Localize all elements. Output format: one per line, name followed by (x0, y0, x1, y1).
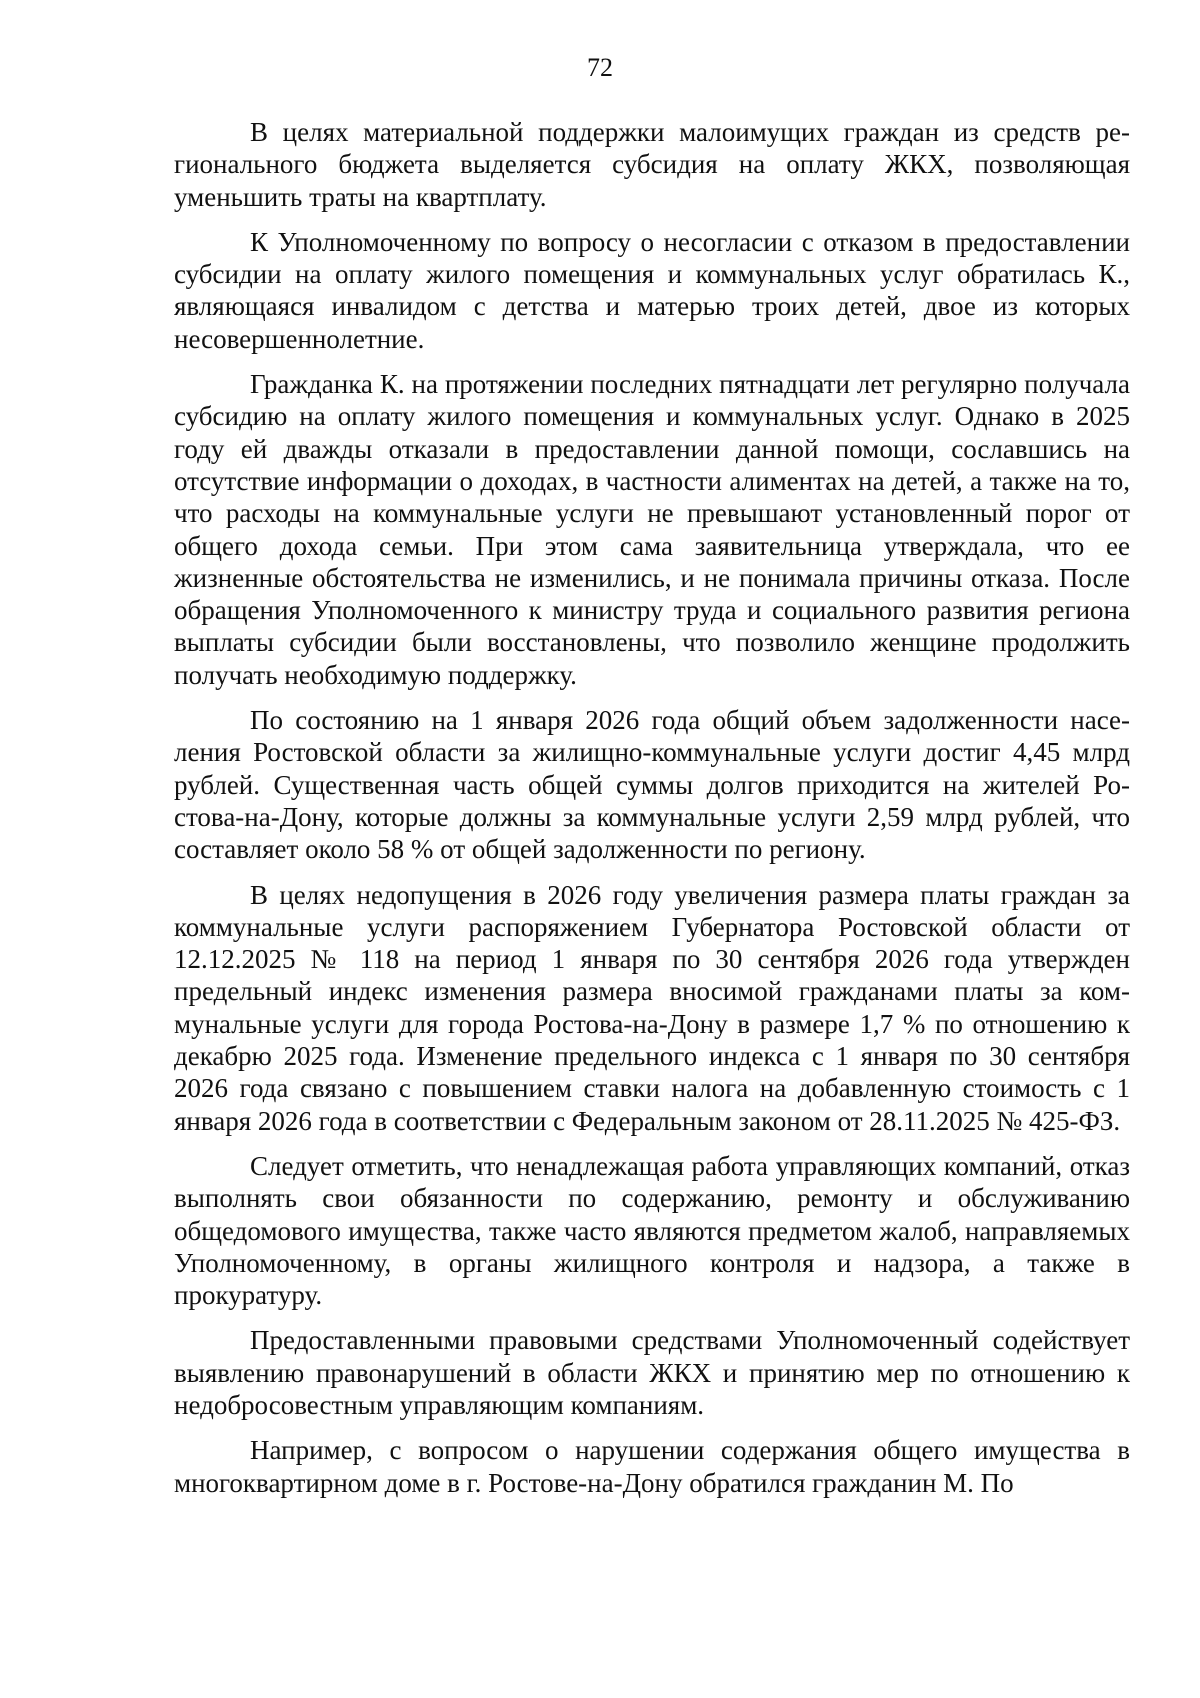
paragraph-legal-means: Предоставленными правовыми средствами Уполномоченный содействует выявлению правонарушений в области ЖКХ и принятию мер по отношению к недобросовестным управляющим компаниям. (174, 1325, 1130, 1420)
paragraph-debt-statistics: По состоянию на 1 января 2026 года общий объем задолженности населения Ростовской области за жилищно-коммунальные услуги достиг 4,45 млрд рублей. Существенная часть общей суммы долгов приходится на жителей Ростова-на-Дону, которые должны за коммунальные услуги 2,59 млрд рублей, что составляет около 58 % от общей задолженности по региону. (174, 705, 1130, 865)
paragraph-subsidy-intro: В целях материальной поддержки малоимущих граждан из средств регионального бюджета выделяется субсидия на оплату ЖКХ, позволяющая уменьшить траты на квартплату. (174, 117, 1130, 212)
paragraph-appeal-k: К Уполномоченному по вопросу о несогласии с отказом в предоставлении субсидии на оплату жилого помещения и коммунальных услуг обратилась К., являющаяся инвалидом с детства и матерью троих детей, двое из которых несовершеннолетние. (174, 226, 1130, 354)
document-body (174, 116, 1130, 1499)
paragraph-management-companies: Следует отметить, что ненадлежащая работа управляющих компаний, отказ выполнять свои обязанности по содержанию, ремонту и обслуживанию общедомового имущества, также часто являются предметом жалоб, направляемых Уполномоченному, в органы жилищного контроля и надзора, а также в прокуратуру. (174, 1150, 1130, 1311)
paragraph-example-case: Например, с вопросом о нарушении содержания общего имущества в многоквартирном доме в г. Ростове-на-Дону обратился гражданин М. По (174, 1435, 1130, 1498)
paragraph-tariff-index: В целях недопущения в 2026 году увеличения размера платы граждан за коммунальные услуги распоряжением Губернатора Ростовской области от 12.12.2025 № 118 на период 1 января по 30 сентября 2026 года утвержден предельный индекс изменения размера вносимой гражданами платы за коммунальные услуги для города Ростова-на-Дону в размере 1,7 % по отношению к декабрю 2025 года. Изменение предельного индекса с 1 января по 30 сентября 2026 года связано с повышением ставки налога на добавленную стоимость с 1 января 2026 года в соответствии с Федеральным законом от 28.11.2025 № 425-ФЗ. (174, 879, 1130, 1136)
paragraph-case-details: Гражданка К. на протяжении последних пятнадцати лет регулярно получала субсидию на оплату жилого помещения и коммунальных услуг. Однако в 2025 году ей дважды отказали в предоставлении данной помощи, сославшись на отсутствие информации о доходах, в частности алиментах на детей, а также на то, что расходы на коммунальные услуги не превышают установленный порог от общего дохода семьи. При этом сама заявительница утверждала, что ее жизненные обстоятельства не изменились, и не понимала причины отказа. После обращения Уполномоченного к министру труда и социального развития региона выплаты субсидии были восстановлены, что позволило женщине продолжить получать необходимую поддержку. (174, 369, 1130, 690)
page-number: 72 (587, 53, 613, 82)
